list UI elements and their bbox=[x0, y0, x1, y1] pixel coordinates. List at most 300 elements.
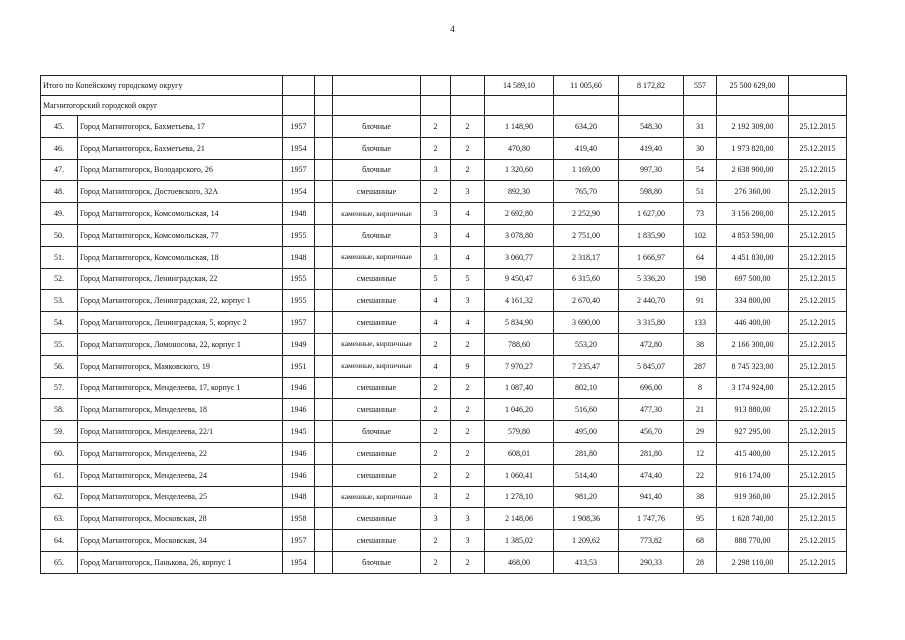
cost-cell: 913 880,00 bbox=[717, 399, 789, 421]
address-cell: Город Магнитогорск, Комсомольская, 77 bbox=[78, 224, 283, 246]
row-number: 65. bbox=[41, 551, 78, 573]
wall-material-cell: блочные bbox=[333, 224, 421, 246]
total-area-cell: 788,60 bbox=[485, 333, 554, 355]
table-row bbox=[41, 377, 847, 399]
date-cell: 25.12.2015 bbox=[789, 246, 847, 268]
private-area-cell: 1 666,97 bbox=[619, 246, 684, 268]
address-cell: Город Магнитогорск, Володарского, 26 bbox=[78, 159, 283, 181]
address-cell: Город Магнитогорск, Менделеева, 18 bbox=[78, 399, 283, 421]
residents-cell: 287 bbox=[684, 355, 717, 377]
residents-cell: 133 bbox=[684, 312, 717, 334]
living-area-cell: 765,70 bbox=[554, 181, 619, 203]
empty-cell bbox=[315, 530, 333, 552]
address-cell: Город Магнитогорск, Бахметьева, 17 bbox=[78, 116, 283, 138]
wall-material-cell: каменные, кирпичные bbox=[333, 203, 421, 225]
total-area-cell: 1 087,40 bbox=[485, 377, 554, 399]
date-cell: 25.12.2015 bbox=[789, 224, 847, 246]
empty-cell bbox=[619, 96, 684, 116]
section-label: Магнитогорский городской округ bbox=[41, 96, 283, 116]
empty-cell bbox=[421, 96, 451, 116]
entrances-cell: 3 bbox=[451, 181, 485, 203]
wall-material-cell: смешанные bbox=[333, 181, 421, 203]
total-area-cell: 608,01 bbox=[485, 442, 554, 464]
row-number: 63. bbox=[41, 508, 78, 530]
cost-cell: 276 360,00 bbox=[717, 181, 789, 203]
year-built-cell: 1951 bbox=[283, 355, 315, 377]
date-cell: 25.12.2015 bbox=[789, 312, 847, 334]
row-number: 61. bbox=[41, 464, 78, 486]
table-row bbox=[41, 312, 847, 334]
floors-cell: 2 bbox=[421, 116, 451, 138]
total-area-cell: 579,80 bbox=[485, 421, 554, 443]
table-row bbox=[41, 181, 847, 203]
address-cell: Город Магнитогорск, Менделеева, 22 bbox=[78, 442, 283, 464]
empty-cell bbox=[315, 399, 333, 421]
row-number: 47. bbox=[41, 159, 78, 181]
entrances-cell: 2 bbox=[451, 399, 485, 421]
year-built-cell: 1948 bbox=[283, 486, 315, 508]
residents-cell: 91 bbox=[684, 290, 717, 312]
table-row bbox=[41, 137, 847, 159]
year-built-cell: 1949 bbox=[283, 333, 315, 355]
table-row bbox=[41, 116, 847, 138]
cost-cell: 3 174 924,00 bbox=[717, 377, 789, 399]
total-area-cell: 2 148,06 bbox=[485, 508, 554, 530]
residents-cell: 51 bbox=[684, 181, 717, 203]
year-built-cell: 1946 bbox=[283, 442, 315, 464]
residents-cell: 38 bbox=[684, 333, 717, 355]
table-row bbox=[41, 551, 847, 573]
empty-cell bbox=[315, 333, 333, 355]
empty-cell bbox=[283, 96, 315, 116]
empty-cell bbox=[315, 181, 333, 203]
residents-cell: 21 bbox=[684, 399, 717, 421]
date-cell: 25.12.2015 bbox=[789, 551, 847, 573]
private-area-cell: 474,40 bbox=[619, 464, 684, 486]
floors-cell: 2 bbox=[421, 399, 451, 421]
year-built-cell: 1948 bbox=[283, 203, 315, 225]
table-row bbox=[41, 159, 847, 181]
residents-cell: 64 bbox=[684, 246, 717, 268]
empty-cell bbox=[315, 442, 333, 464]
residents-cell: 29 bbox=[684, 421, 717, 443]
entrances-cell: 2 bbox=[451, 442, 485, 464]
address-cell: Город Магнитогорск, Ломоносова, 22, корпус 1 bbox=[78, 333, 283, 355]
total-area-cell: 1 320,60 bbox=[485, 159, 554, 181]
cost-cell: 2 298 110,00 bbox=[717, 551, 789, 573]
entrances-cell: 2 bbox=[451, 116, 485, 138]
cost-cell: 2 192 309,00 bbox=[717, 116, 789, 138]
date-cell: 25.12.2015 bbox=[789, 442, 847, 464]
wall-material-cell: смешанные bbox=[333, 464, 421, 486]
empty-cell bbox=[315, 312, 333, 334]
private-area-cell: 548,30 bbox=[619, 116, 684, 138]
empty-cell bbox=[315, 551, 333, 573]
address-cell: Город Магнитогорск, Комсомольская, 18 bbox=[78, 246, 283, 268]
wall-material-cell: смешанные bbox=[333, 530, 421, 552]
private-area-cell: 997,30 bbox=[619, 159, 684, 181]
table-row bbox=[41, 355, 847, 377]
address-cell: Город Магнитогорск, Ленинградская, 22, корпус 1 bbox=[78, 290, 283, 312]
entrances-cell: 4 bbox=[451, 224, 485, 246]
empty-cell bbox=[451, 96, 485, 116]
table-row bbox=[41, 530, 847, 552]
floors-cell: 2 bbox=[421, 464, 451, 486]
total-area-cell: 1 385,02 bbox=[485, 530, 554, 552]
date-cell: 25.12.2015 bbox=[789, 203, 847, 225]
cost-cell: 2 638 900,00 bbox=[717, 159, 789, 181]
empty-cell bbox=[315, 486, 333, 508]
address-cell: Город Магнитогорск, Комсомольская, 14 bbox=[78, 203, 283, 225]
entrances-cell: 2 bbox=[451, 551, 485, 573]
private-area-cell: 1 747,76 bbox=[619, 508, 684, 530]
summary-label: Итого по Копейскому городскому округу bbox=[41, 76, 283, 96]
empty-cell bbox=[333, 96, 421, 116]
wall-material-cell: блочные bbox=[333, 116, 421, 138]
empty-cell bbox=[315, 268, 333, 290]
wall-material-cell: смешанные bbox=[333, 377, 421, 399]
date-cell: 25.12.2015 bbox=[789, 377, 847, 399]
empty-cell bbox=[315, 224, 333, 246]
private-area-cell: 2 440,70 bbox=[619, 290, 684, 312]
entrances-cell: 2 bbox=[451, 159, 485, 181]
address-cell: Город Магнитогорск, Ленинградская, 22 bbox=[78, 268, 283, 290]
date-cell: 25.12.2015 bbox=[789, 137, 847, 159]
floors-cell: 2 bbox=[421, 530, 451, 552]
private-area-cell: 281,80 bbox=[619, 442, 684, 464]
address-cell: Город Магнитогорск, Московская, 34 bbox=[78, 530, 283, 552]
residents-cell: 102 bbox=[684, 224, 717, 246]
wall-material-cell: блочные bbox=[333, 137, 421, 159]
housing-register-table bbox=[40, 75, 847, 574]
table-row bbox=[41, 421, 847, 443]
row-number: 54. bbox=[41, 312, 78, 334]
entrances-cell: 3 bbox=[451, 290, 485, 312]
private-area-cell: 696,00 bbox=[619, 377, 684, 399]
address-cell: Город Магнитогорск, Достоевского, 32А bbox=[78, 181, 283, 203]
cost-cell: 1 628 740,00 bbox=[717, 508, 789, 530]
residents-cell: 8 bbox=[684, 377, 717, 399]
private-area-cell: 456,70 bbox=[619, 421, 684, 443]
year-built-cell: 1955 bbox=[283, 268, 315, 290]
cost-cell: 919 360,00 bbox=[717, 486, 789, 508]
living-area-cell: 1 169,00 bbox=[554, 159, 619, 181]
living-area-cell: 2 252,90 bbox=[554, 203, 619, 225]
residents-cell: 198 bbox=[684, 268, 717, 290]
entrances-cell: 5 bbox=[451, 268, 485, 290]
total-area-cell: 468,00 bbox=[485, 551, 554, 573]
row-number: 55. bbox=[41, 333, 78, 355]
cost-cell: 3 156 200,00 bbox=[717, 203, 789, 225]
total-area-cell: 470,80 bbox=[485, 137, 554, 159]
row-number: 64. bbox=[41, 530, 78, 552]
entrances-cell: 2 bbox=[451, 421, 485, 443]
wall-material-cell: блочные bbox=[333, 159, 421, 181]
empty-cell bbox=[421, 76, 451, 96]
wall-material-cell: смешанные bbox=[333, 268, 421, 290]
section-row bbox=[41, 96, 847, 116]
empty-cell bbox=[315, 290, 333, 312]
cost-cell: 415 400,00 bbox=[717, 442, 789, 464]
year-built-cell: 1946 bbox=[283, 399, 315, 421]
summary-total-area: 14 589,10 bbox=[485, 76, 554, 96]
date-cell: 25.12.2015 bbox=[789, 268, 847, 290]
cost-cell: 916 174,00 bbox=[717, 464, 789, 486]
wall-material-cell: смешанные bbox=[333, 508, 421, 530]
address-cell: Город Магнитогорск, Московская, 28 bbox=[78, 508, 283, 530]
row-number: 52. bbox=[41, 268, 78, 290]
row-number: 48. bbox=[41, 181, 78, 203]
table-row bbox=[41, 268, 847, 290]
row-number: 53. bbox=[41, 290, 78, 312]
empty-cell bbox=[485, 96, 554, 116]
empty-cell bbox=[315, 377, 333, 399]
total-area-cell: 1 046,20 bbox=[485, 399, 554, 421]
date-cell: 25.12.2015 bbox=[789, 486, 847, 508]
row-number: 57. bbox=[41, 377, 78, 399]
table-row bbox=[41, 224, 847, 246]
address-cell: Город Магнитогорск, Маяковского, 19 bbox=[78, 355, 283, 377]
table-row bbox=[41, 290, 847, 312]
year-built-cell: 1948 bbox=[283, 246, 315, 268]
empty-cell bbox=[315, 355, 333, 377]
year-built-cell: 1954 bbox=[283, 181, 315, 203]
floors-cell: 2 bbox=[421, 137, 451, 159]
wall-material-cell: смешанные bbox=[333, 442, 421, 464]
table-row bbox=[41, 399, 847, 421]
floors-cell: 5 bbox=[421, 268, 451, 290]
private-area-cell: 1 835,90 bbox=[619, 224, 684, 246]
living-area-cell: 7 235,47 bbox=[554, 355, 619, 377]
private-area-cell: 5 845,07 bbox=[619, 355, 684, 377]
entrances-cell: 4 bbox=[451, 246, 485, 268]
empty-cell bbox=[451, 76, 485, 96]
empty-cell bbox=[315, 116, 333, 138]
year-built-cell: 1954 bbox=[283, 551, 315, 573]
year-built-cell: 1946 bbox=[283, 377, 315, 399]
wall-material-cell: смешанные bbox=[333, 312, 421, 334]
date-cell: 25.12.2015 bbox=[789, 116, 847, 138]
residents-cell: 31 bbox=[684, 116, 717, 138]
wall-material-cell: каменные, кирпичные bbox=[333, 246, 421, 268]
summary-row bbox=[41, 76, 847, 96]
total-area-cell: 892,30 bbox=[485, 181, 554, 203]
residents-cell: 22 bbox=[684, 464, 717, 486]
year-built-cell: 1954 bbox=[283, 137, 315, 159]
address-cell: Город Магнитогорск, Панькова, 26, корпус 1 bbox=[78, 551, 283, 573]
table-row bbox=[41, 508, 847, 530]
wall-material-cell: смешанные bbox=[333, 399, 421, 421]
living-area-cell: 553,20 bbox=[554, 333, 619, 355]
living-area-cell: 6 315,60 bbox=[554, 268, 619, 290]
row-number: 49. bbox=[41, 203, 78, 225]
floors-cell: 2 bbox=[421, 442, 451, 464]
residents-cell: 28 bbox=[684, 551, 717, 573]
year-built-cell: 1957 bbox=[283, 312, 315, 334]
empty-cell bbox=[789, 96, 847, 116]
cost-cell: 888 770,00 bbox=[717, 530, 789, 552]
entrances-cell: 2 bbox=[451, 333, 485, 355]
cost-cell: 334 800,00 bbox=[717, 290, 789, 312]
entrances-cell: 9 bbox=[451, 355, 485, 377]
total-area-cell: 7 970,27 bbox=[485, 355, 554, 377]
residents-cell: 12 bbox=[684, 442, 717, 464]
date-cell: 25.12.2015 bbox=[789, 508, 847, 530]
cost-cell: 4 451 830,00 bbox=[717, 246, 789, 268]
summary-residents: 557 bbox=[684, 76, 717, 96]
empty-cell bbox=[717, 96, 789, 116]
empty-cell bbox=[554, 96, 619, 116]
wall-material-cell: каменные, кирпичные bbox=[333, 355, 421, 377]
year-built-cell: 1955 bbox=[283, 290, 315, 312]
floors-cell: 2 bbox=[421, 377, 451, 399]
table-row bbox=[41, 246, 847, 268]
floors-cell: 3 bbox=[421, 508, 451, 530]
summary-living-area: 11 005,60 bbox=[554, 76, 619, 96]
page-number: 4 bbox=[450, 24, 455, 34]
address-cell: Город Магнитогорск, Менделеева, 17, корпус 1 bbox=[78, 377, 283, 399]
empty-cell bbox=[684, 96, 717, 116]
row-number: 50. bbox=[41, 224, 78, 246]
date-cell: 25.12.2015 bbox=[789, 290, 847, 312]
private-area-cell: 773,82 bbox=[619, 530, 684, 552]
total-area-cell: 9 450,47 bbox=[485, 268, 554, 290]
floors-cell: 2 bbox=[421, 333, 451, 355]
date-cell: 25.12.2015 bbox=[789, 464, 847, 486]
residents-cell: 95 bbox=[684, 508, 717, 530]
wall-material-cell: блочные bbox=[333, 421, 421, 443]
entrances-cell: 3 bbox=[451, 530, 485, 552]
empty-cell bbox=[315, 159, 333, 181]
empty-cell bbox=[315, 508, 333, 530]
row-number: 60. bbox=[41, 442, 78, 464]
address-cell: Город Магнитогорск, Ленинградская, 5, корпус 2 bbox=[78, 312, 283, 334]
floors-cell: 2 bbox=[421, 181, 451, 203]
living-area-cell: 516,60 bbox=[554, 399, 619, 421]
living-area-cell: 495,00 bbox=[554, 421, 619, 443]
table-row bbox=[41, 203, 847, 225]
year-built-cell: 1957 bbox=[283, 159, 315, 181]
living-area-cell: 413,53 bbox=[554, 551, 619, 573]
floors-cell: 3 bbox=[421, 224, 451, 246]
date-cell: 25.12.2015 bbox=[789, 333, 847, 355]
empty-cell bbox=[315, 76, 333, 96]
summary-private-area: 8 172,82 bbox=[619, 76, 684, 96]
empty-cell bbox=[315, 464, 333, 486]
private-area-cell: 419,40 bbox=[619, 137, 684, 159]
entrances-cell: 3 bbox=[451, 508, 485, 530]
date-cell: 25.12.2015 bbox=[789, 181, 847, 203]
living-area-cell: 634,20 bbox=[554, 116, 619, 138]
wall-material-cell: смешанные bbox=[333, 290, 421, 312]
floors-cell: 4 bbox=[421, 355, 451, 377]
private-area-cell: 290,33 bbox=[619, 551, 684, 573]
row-number: 62. bbox=[41, 486, 78, 508]
year-built-cell: 1957 bbox=[283, 116, 315, 138]
table-row bbox=[41, 486, 847, 508]
living-area-cell: 981,20 bbox=[554, 486, 619, 508]
address-cell: Город Магнитогорск, Менделеева, 24 bbox=[78, 464, 283, 486]
living-area-cell: 2 751,00 bbox=[554, 224, 619, 246]
year-built-cell: 1946 bbox=[283, 464, 315, 486]
empty-cell bbox=[315, 96, 333, 116]
empty-cell bbox=[789, 76, 847, 96]
floors-cell: 4 bbox=[421, 290, 451, 312]
date-cell: 25.12.2015 bbox=[789, 355, 847, 377]
cost-cell: 2 166 300,00 bbox=[717, 333, 789, 355]
cost-cell: 1 973 820,00 bbox=[717, 137, 789, 159]
empty-cell bbox=[315, 246, 333, 268]
private-area-cell: 477,30 bbox=[619, 399, 684, 421]
living-area-cell: 2 670,40 bbox=[554, 290, 619, 312]
living-area-cell: 1 209,62 bbox=[554, 530, 619, 552]
row-number: 51. bbox=[41, 246, 78, 268]
private-area-cell: 3 315,80 bbox=[619, 312, 684, 334]
table-row bbox=[41, 442, 847, 464]
residents-cell: 38 bbox=[684, 486, 717, 508]
row-number: 46. bbox=[41, 137, 78, 159]
row-number: 56. bbox=[41, 355, 78, 377]
residents-cell: 73 bbox=[684, 203, 717, 225]
cost-cell: 4 853 590,00 bbox=[717, 224, 789, 246]
living-area-cell: 514,40 bbox=[554, 464, 619, 486]
table-row bbox=[41, 464, 847, 486]
wall-material-cell: каменные, кирпичные bbox=[333, 486, 421, 508]
cost-cell: 927 295,00 bbox=[717, 421, 789, 443]
empty-cell bbox=[333, 76, 421, 96]
year-built-cell: 1945 bbox=[283, 421, 315, 443]
wall-material-cell: каменные, кирпичные bbox=[333, 333, 421, 355]
living-area-cell: 802,10 bbox=[554, 377, 619, 399]
total-area-cell: 3 078,80 bbox=[485, 224, 554, 246]
floors-cell: 4 bbox=[421, 312, 451, 334]
row-number: 59. bbox=[41, 421, 78, 443]
private-area-cell: 472,80 bbox=[619, 333, 684, 355]
entrances-cell: 2 bbox=[451, 137, 485, 159]
summary-cost: 25 500 629,00 bbox=[717, 76, 789, 96]
private-area-cell: 1 627,00 bbox=[619, 203, 684, 225]
date-cell: 25.12.2015 bbox=[789, 530, 847, 552]
floors-cell: 2 bbox=[421, 421, 451, 443]
floors-cell: 3 bbox=[421, 486, 451, 508]
total-area-cell: 1 148,90 bbox=[485, 116, 554, 138]
living-area-cell: 2 318,17 bbox=[554, 246, 619, 268]
floors-cell: 2 bbox=[421, 551, 451, 573]
private-area-cell: 5 336,20 bbox=[619, 268, 684, 290]
address-cell: Город Магнитогорск, Бахметьева, 21 bbox=[78, 137, 283, 159]
year-built-cell: 1958 bbox=[283, 508, 315, 530]
empty-cell bbox=[315, 421, 333, 443]
empty-cell bbox=[315, 137, 333, 159]
residents-cell: 68 bbox=[684, 530, 717, 552]
date-cell: 25.12.2015 bbox=[789, 399, 847, 421]
entrances-cell: 2 bbox=[451, 377, 485, 399]
total-area-cell: 4 161,32 bbox=[485, 290, 554, 312]
table-row bbox=[41, 333, 847, 355]
private-area-cell: 598,80 bbox=[619, 181, 684, 203]
entrances-cell: 4 bbox=[451, 203, 485, 225]
date-cell: 25.12.2015 bbox=[789, 159, 847, 181]
entrances-cell: 2 bbox=[451, 486, 485, 508]
residents-cell: 54 bbox=[684, 159, 717, 181]
address-cell: Город Магнитогорск, Менделеева, 25 bbox=[78, 486, 283, 508]
living-area-cell: 281,80 bbox=[554, 442, 619, 464]
year-built-cell: 1957 bbox=[283, 530, 315, 552]
row-number: 45. bbox=[41, 116, 78, 138]
private-area-cell: 941,40 bbox=[619, 486, 684, 508]
empty-cell bbox=[315, 203, 333, 225]
total-area-cell: 2 692,80 bbox=[485, 203, 554, 225]
